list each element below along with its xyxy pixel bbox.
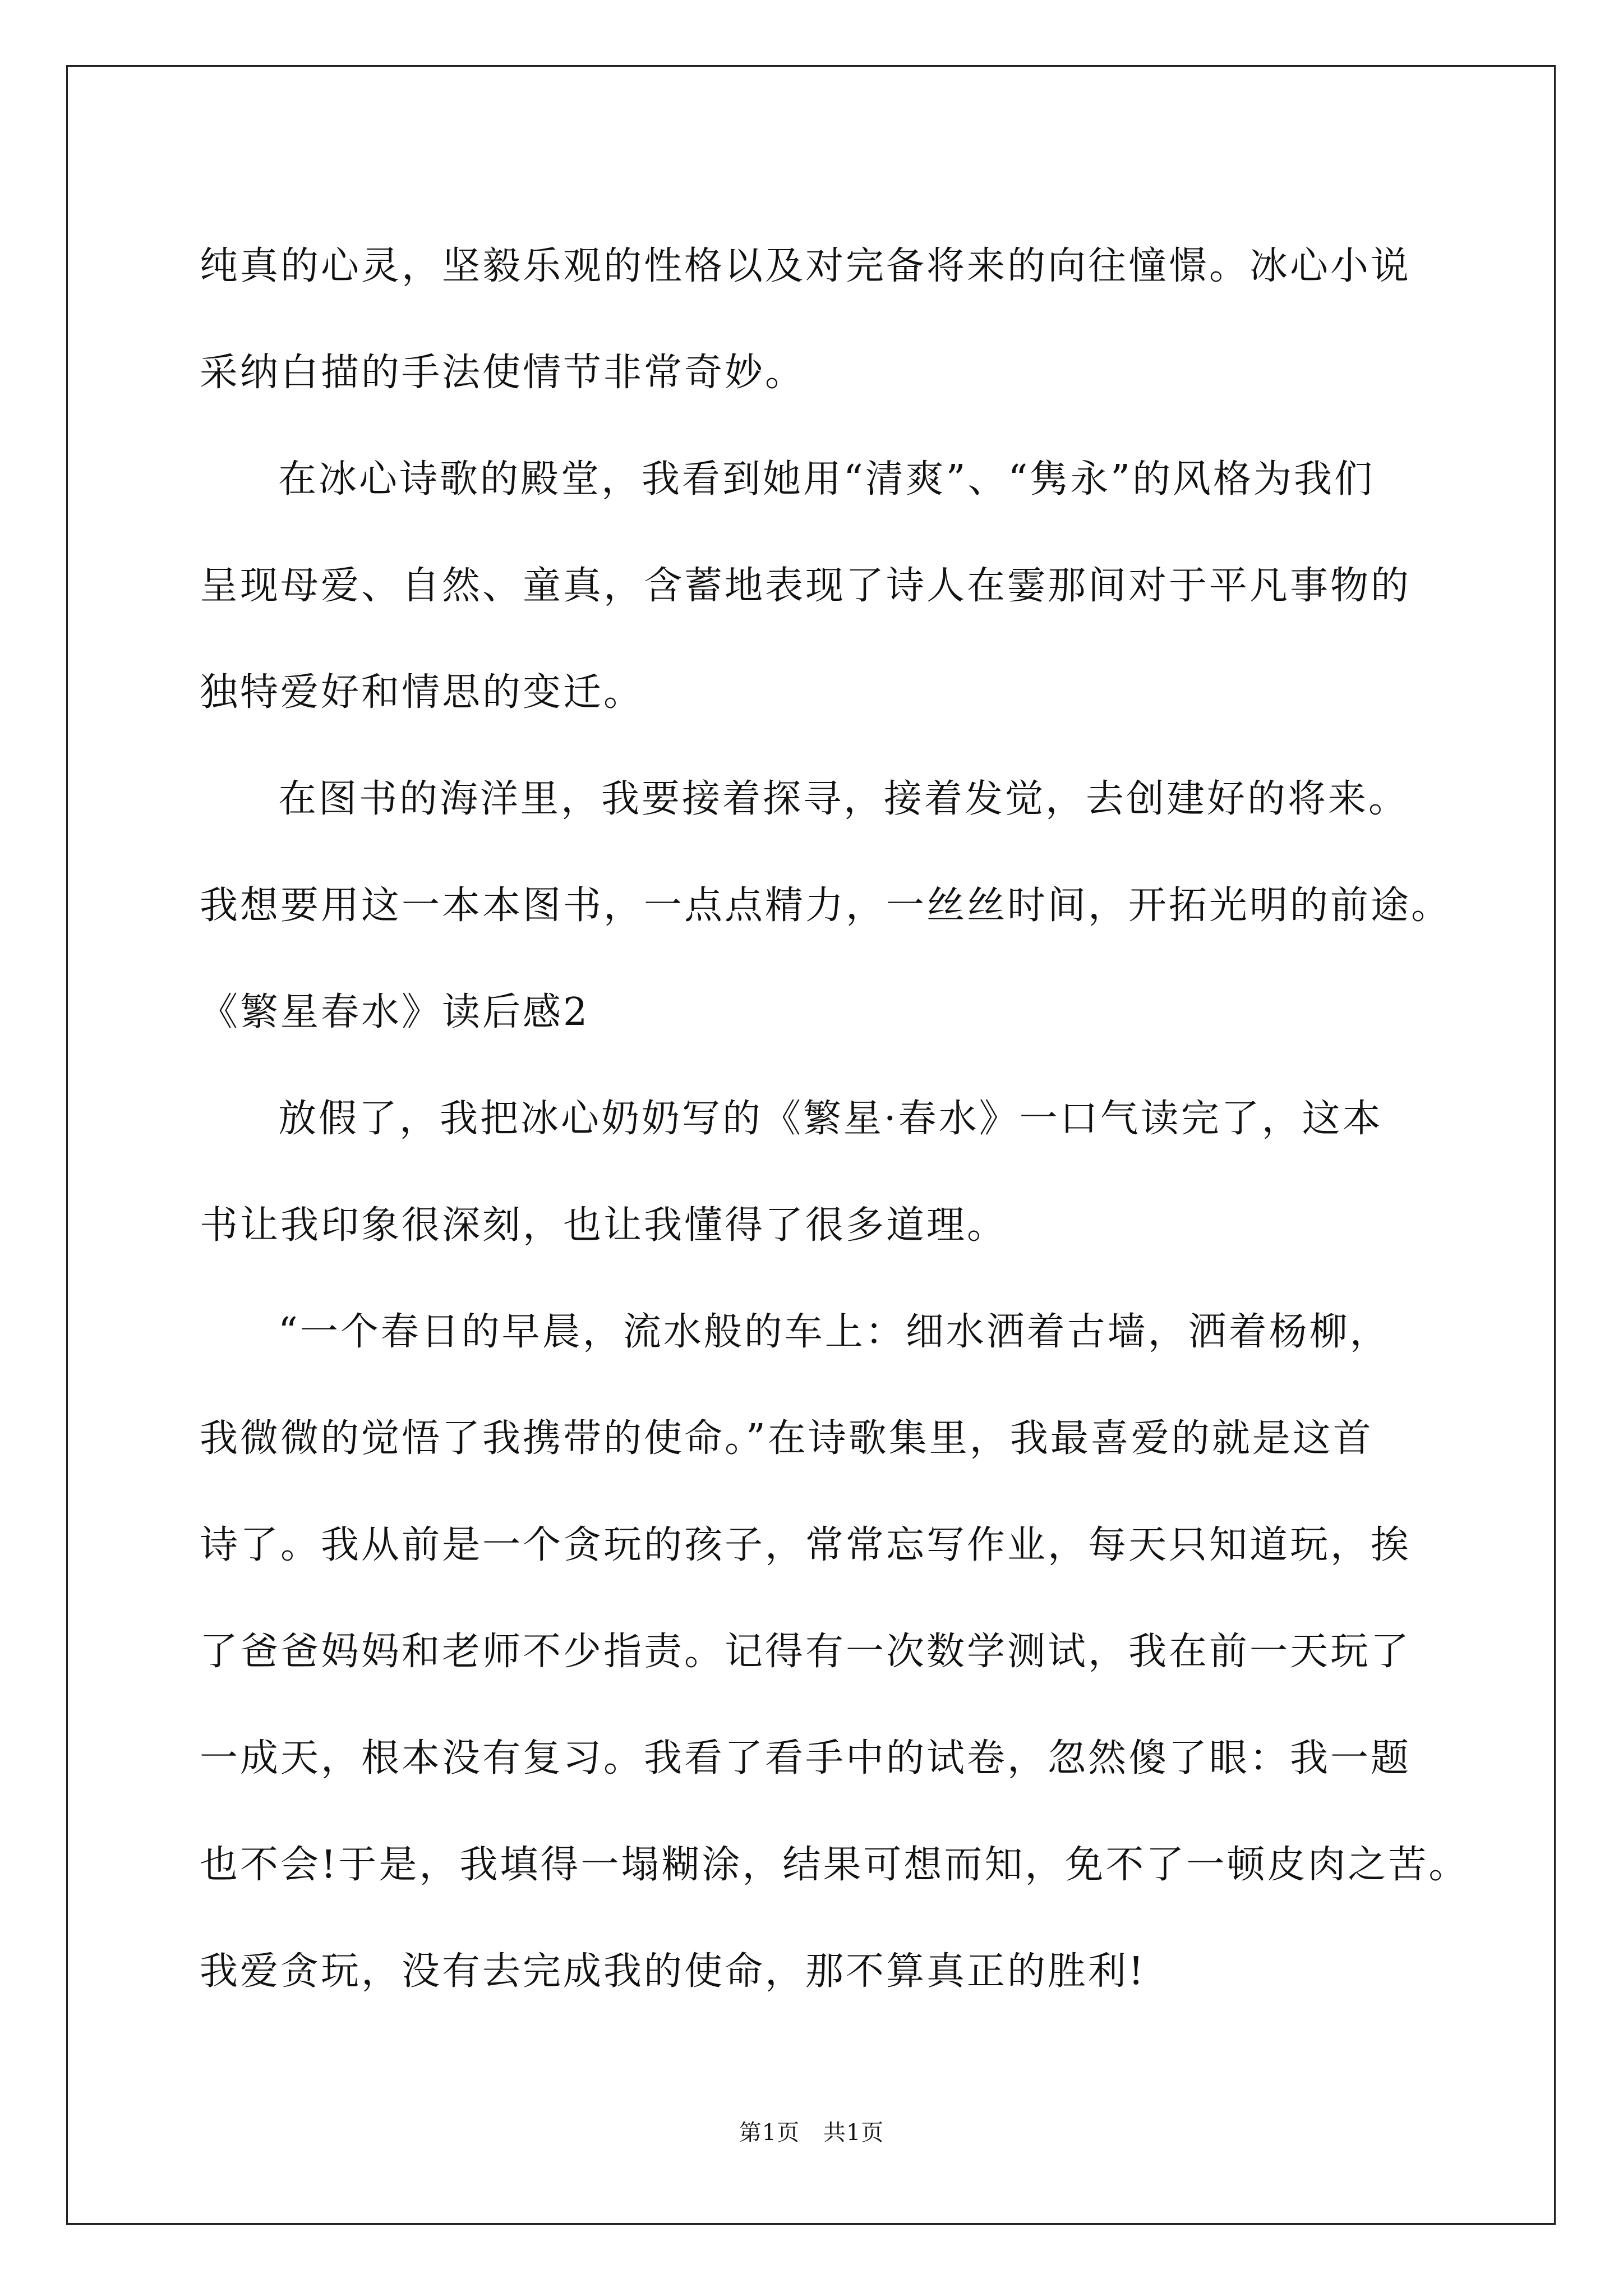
text-line: 我爱贪玩，没有去完成我的使命，那不算真正的胜利! [200, 1949, 1146, 1994]
text-line: 书让我印象很深刻，也让我懂得了很多道理。 [200, 1203, 1008, 1248]
text-line: 在图书的海洋里，我要接着探寻，接着发觉，去创建好的将来。 [278, 777, 1409, 821]
text-line: 纯真的心灵，坚毅乐观的性格以及对完备将来的向往憧憬。冰心小说 [200, 244, 1412, 288]
text-line: 诗了。我从前是一个贪玩的孩子，常常忘写作业，每天只知道玩，挨 [200, 1523, 1412, 1567]
text-line: 我想要用这一本本图书，一点点精力，一丝丝时间，开拓光明的前途。 [200, 884, 1452, 928]
text-line: “一个春日的早晨，流水般的车上：细水洒着古墙，洒着杨柳， [278, 1310, 1390, 1354]
text-line: 我微微的觉悟了我携带的使命。”在诗歌集里，我最喜爱的就是这首 [200, 1416, 1373, 1461]
text-line: 也不会!于是，我填得一塌糊涂，结果可想而知，免不了一顿皮肉之苦。 [200, 1843, 1469, 1887]
text-line: 一成天，根本没有复习。我看了看手中的试卷，忽然傻了眼：我一题 [200, 1736, 1412, 1780]
page-footer [0, 2115, 1623, 2147]
text-line: 呈现母爱、自然、童真，含蓄地表现了诗人在霎那间对于平凡事物的 [200, 564, 1412, 608]
text-line: 放假了，我把冰心奶奶写的《繁星·春水》一口气读完了，这本 [278, 1097, 1383, 1141]
section-heading: 《繁星春水》读后感2 [200, 990, 590, 1034]
text-line: 独特爱好和情思的变迁。 [200, 670, 644, 715]
text-line: 了爸爸妈妈和老师不少指责。记得有一次数学测试，我在前一天玩了 [200, 1630, 1412, 1674]
page-total: 共1页 [823, 2120, 884, 2146]
text-line: 采纳白描的手法使情节非常奇妙。 [200, 351, 806, 395]
document-body [200, 213, 1469, 2025]
page-number: 第1页 [739, 2120, 800, 2146]
text-line: 在冰心诗歌的殿堂，我看到她用“清爽”、“隽永”的风格为我们 [278, 457, 1375, 501]
